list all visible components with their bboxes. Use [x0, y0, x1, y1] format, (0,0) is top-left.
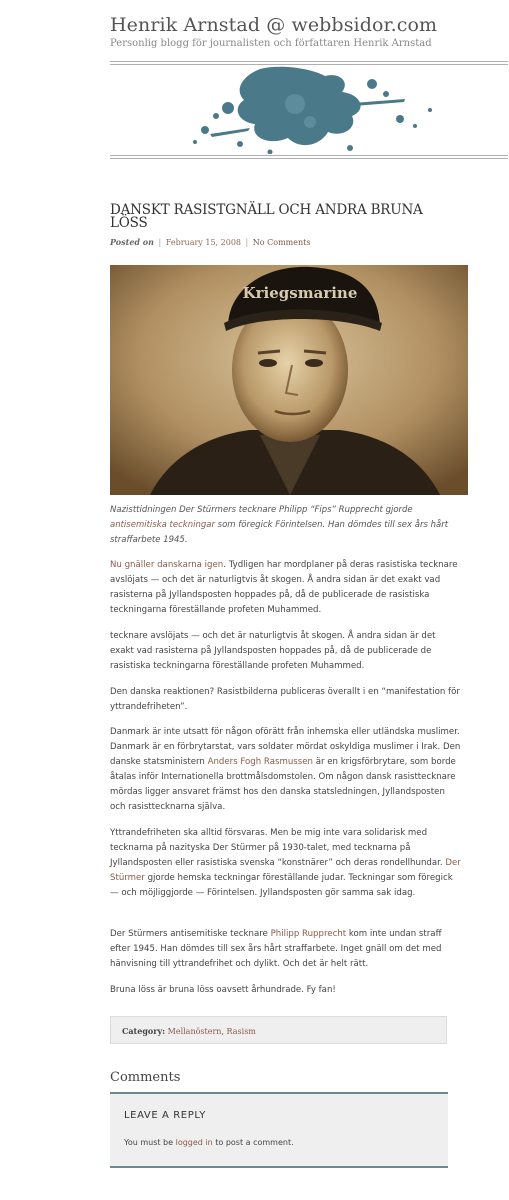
- post-meta: [110, 237, 310, 247]
- login-notice: You must be logged in to post a comment.: [124, 1138, 294, 1147]
- paragraph-2: tecknare avslöjats — och det är naturligtvis åt skogen. Å andra sidan är det exakt vad rasisterna på Jyllandsposten hoppades på, då de publicerade de rasistiska teckningarna föreställande profeten Muhammed.: [110, 631, 436, 671]
- cap-band-text: Kriegsmarine: [242, 284, 358, 302]
- header-divider-bottom: [110, 155, 508, 156]
- category-link-rasism[interactable]: Rasism: [226, 1027, 256, 1036]
- post-date: February 15, 2008: [165, 238, 241, 247]
- paragraph-3: Den danska reaktionen? Rasistbilderna publiceras överallt i en “manifestation för yttrandefriheten”.: [110, 687, 460, 712]
- post-photo-sailor: [110, 265, 468, 495]
- caption-link[interactable]: antisemitiska teckningar: [110, 520, 215, 530]
- paragraph-1: Nu gnäller danskarna igen. Tydligen har mordplaner på deras rasistiska tecknare avslöjats — och det är naturligtvis åt skogen. Å andra sidan är det exakt vad rasisterna på Jyllandsposten hoppades på, då de publicerade de rasistiska teckningarna föreställande profeten Muhammed.: [110, 560, 458, 615]
- der-sturmer-link[interactable]: Der Stürmer: [110, 858, 461, 883]
- category-separator: ,: [221, 1027, 227, 1036]
- ink-splash-banner: [110, 64, 508, 154]
- paragraph-4: Danmark är inte utsatt för någon oförätt från inhemska eller utländska muslimer. Danmark är en förbrytarstat, vars soldater mördat oskyldiga muslimer i Irak. Den danske statsministern Anders Fogh Rasmussen är en krigsförbrytare, som borde åtalas inför Internationella brottmålsdomstolen. Om någon dansk rasisttecknare mördas ligger ansvaret främst hos den danska statsledningen, Jyllandsposten och rasisttecknarna själva.: [110, 727, 461, 812]
- comments-heading: Comments: [110, 1070, 181, 1085]
- category-link-mellanostern[interactable]: Mellanöstern: [167, 1027, 222, 1036]
- post-title[interactable]: DANSKT RASISTGNÄLL OCH ANDRA BRUNA LÖSS: [110, 202, 423, 231]
- category-label: Category:: [122, 1026, 166, 1036]
- category-box: [110, 1016, 447, 1044]
- posted-on-label: Posted on: [110, 237, 154, 247]
- paragraph-5: Yttrandefriheten ska alltid försvaras. Men be mig inte vara solidarisk med tecknarna på nazityska Der Stürmer på 1930-talet, med tecknarna på Jyllandsposten eller rasistiska svenska “konstnärer” och deras rondellhundar. Der Stürmer gjorde hemska teckningar föreställande judar. Teckningar som föregick — och möjliggjorde — Förintelsen. Jyllandsposten gör samma sak idag.: [110, 828, 461, 898]
- meta-separator: |: [245, 238, 249, 247]
- rasmussen-link[interactable]: Anders Fogh Rasmussen: [207, 757, 313, 767]
- photo-caption: Nazisttidningen Der Stürmers tecknare Philipp “Fips” Rupprecht gjorde antisemitiska teckningar som föregick Förintelsen. Han dömdes till sex års hårt straffarbete 1945.: [110, 505, 449, 545]
- header-divider-top: [110, 61, 508, 62]
- paragraph-7: Bruna löss är bruna löss oavsett århundrade. Fy fan!: [110, 985, 336, 995]
- paragraph-1-link[interactable]: Nu gnäller danskarna igen: [110, 560, 224, 570]
- comments-link[interactable]: No Comments: [252, 238, 311, 247]
- site-description: Personlig blogg för journalisten och författaren Henrik Arnstad: [110, 38, 432, 49]
- paragraph-6: Der Stürmers antisemitiske tecknare Philipp Rupprecht kom inte undan straff efter 1945. Han dömdes till sex års hårt straffarbete. Inget gnäll om det med hänvisning till yttrandefrihet och dylikt. Och det är helt rätt.: [110, 929, 442, 969]
- leave-reply-box: [110, 1092, 448, 1168]
- login-link[interactable]: logged in: [175, 1138, 213, 1147]
- rupprecht-link[interactable]: Philipp Rupprecht: [270, 929, 347, 939]
- meta-separator: |: [158, 238, 162, 247]
- header-divider-bottom-2: [110, 158, 508, 159]
- site-title[interactable]: Henrik Arnstad @ webbsidor.com: [110, 14, 438, 36]
- reply-heading: LEAVE A REPLY: [124, 1110, 206, 1121]
